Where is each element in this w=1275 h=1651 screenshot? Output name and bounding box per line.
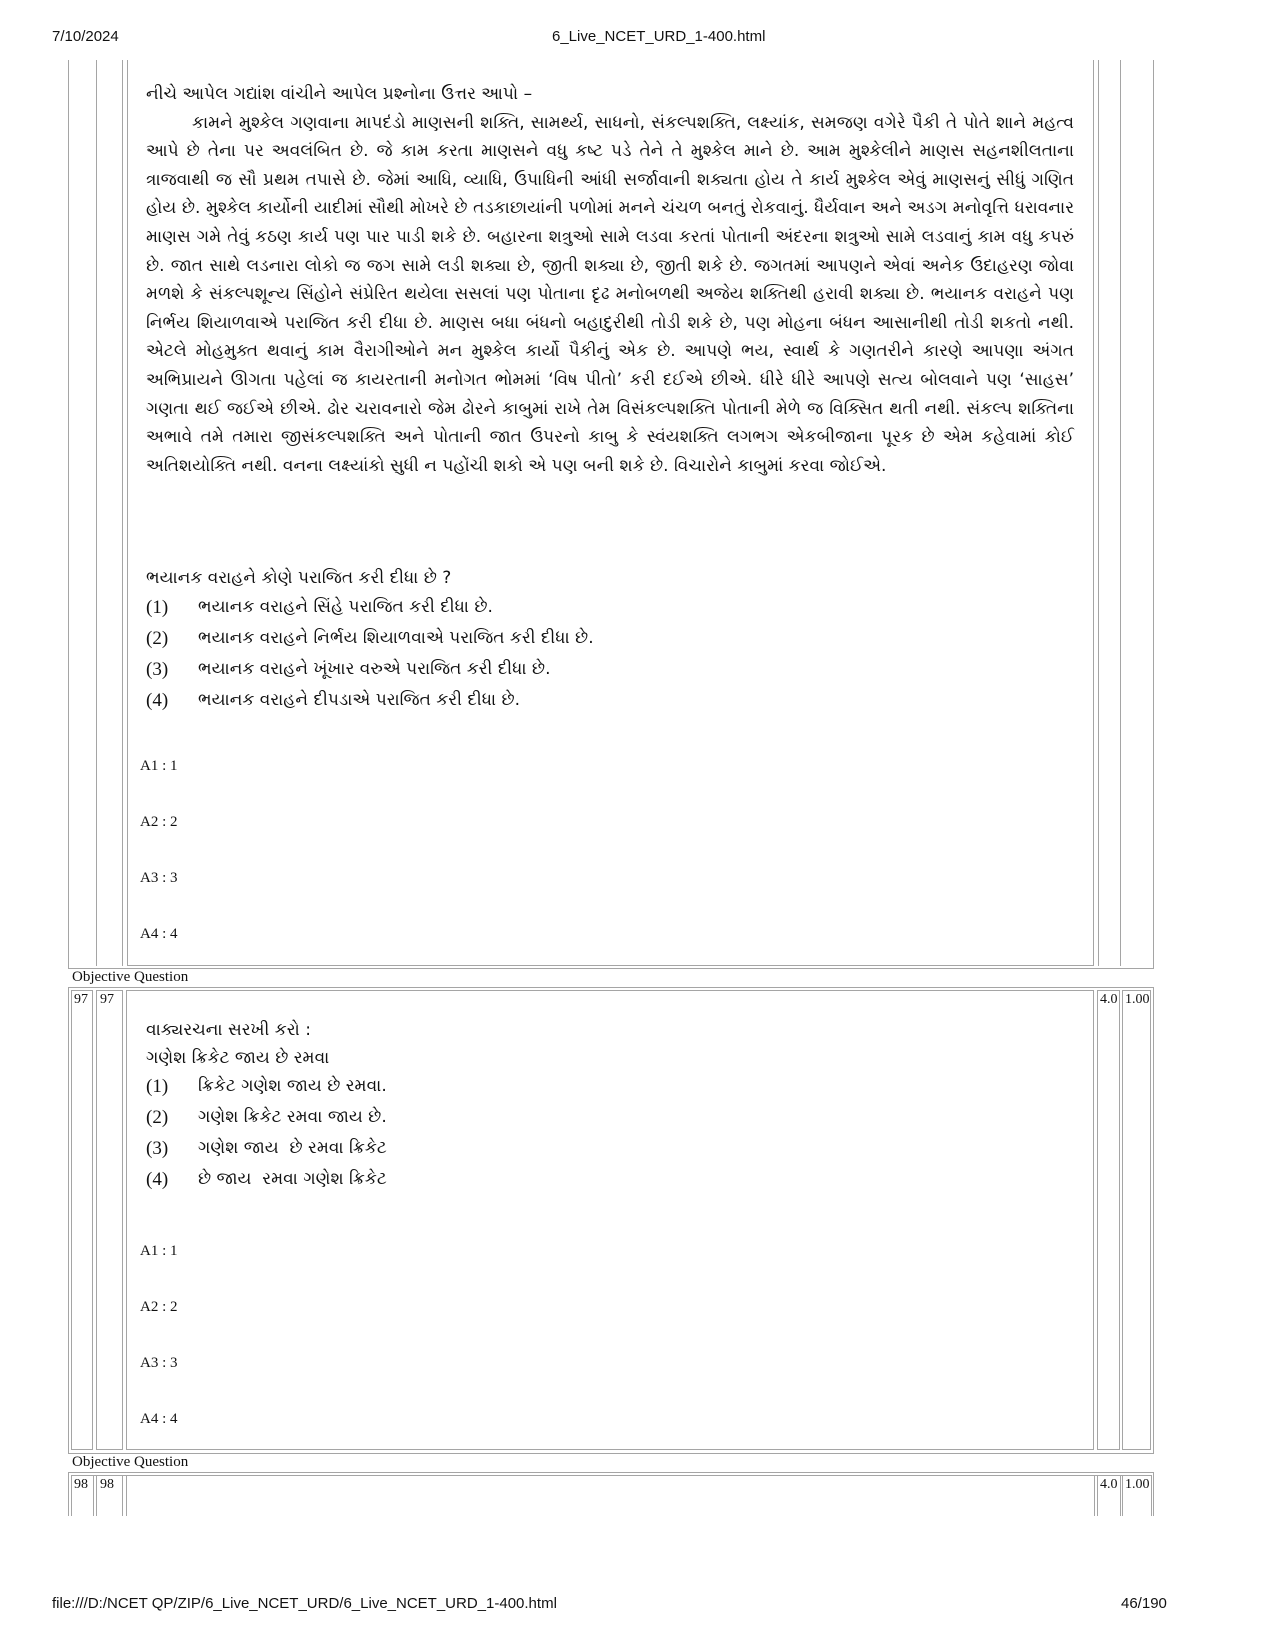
print-title: 6_Live_NCET_URD_1-400.html bbox=[552, 28, 766, 45]
file-path: file:///D:/NCET QP/ZIP/6_Live_NCET_URD/6_Live_NCET_URD_1-400.html bbox=[52, 1595, 557, 1612]
negative-marks: 1.00 bbox=[1125, 1477, 1150, 1492]
question-id: 98 bbox=[100, 1477, 114, 1492]
marks: 4.0 bbox=[1100, 1477, 1118, 1492]
serial-number: 98 bbox=[74, 1477, 88, 1492]
section-label: Objective Question bbox=[72, 969, 189, 985]
negative-marks: 1.00 bbox=[1125, 992, 1150, 1007]
question-text: વાક્યરચના સરખી કરો : bbox=[146, 1020, 311, 1040]
question-text: ભયાનક વરાહને કોણે પરાજિત કરી દીધા છે ? bbox=[146, 568, 452, 588]
answer-3: A3 : 3 bbox=[140, 870, 178, 886]
passage bbox=[146, 80, 1074, 480]
page-number: 46/190 bbox=[1121, 1595, 1167, 1612]
serial-number: 97 bbox=[74, 992, 88, 1007]
answer-2: A2 : 2 bbox=[140, 814, 178, 830]
question-id: 97 bbox=[100, 992, 114, 1007]
question-sentence: ગણેશ ક્રિકેટ જાય છે રમવા bbox=[146, 1048, 330, 1068]
passage-text: કામને મુશ્કેલ ગણવાના માપદંડો માણસની શક્તિ, સામર્થ્ય, સાધનો, સંકલ્પશક્તિ, લક્ષ્યાંક, સમજણ વગેરે પૈકી તે પોતે શાને મહત્વ આપે છે તેના પર અવલંબિત છે. જે કામ કરતા માણસને વધુ કષ્ટ પડે તેને તે મુશ્કેલ માને છે. આમ મુશ્કેલીને માણસ સહનશીલતાના ત્રાજવાથી જ સૌ પ્રથમ તપાસે છે. જેમાં આધિ, વ્યાધિ, ઉપાધિની આંધી સર્જાવાની શક્યતા હોય તે કાર્ય મુશ્કેલ એવું માણસનું સીધું ગણિત હોય છે. મુશ્કેલ કાર્યોની યાદીમાં સૌથી મોખરે છે તડકાછાયાંની પળોમાં મનને ચંચળ બનતું રોકવાનું. ધૈર્યવાન અને અડગ મનોવૃત્તિ ધરાવનાર માણસ ગમે તેવું કઠણ કાર્ય પણ પાર પાડી શકે છે. બહારના શત્રુઓ સામે લડવા કરતાં પોતાની અંદરના શત્રુઓ સામે લડવાનું કામ વધુ કપરું છે. જાત સાથે લડનારા લોકો જ જગ સામે લડી શક્યા છે, જીતી શક્યા છે, જીતી શકે છે. જગતમાં આપણને એવાં અનેક ઉદાહરણ જોવા મળશે કે સંકલ્પશૂન્ય સિંહોને સંપ્રેરિત થયેલા સસલાં પણ પોતાના દૃઢ મનોબળથી અજેય શક્તિથી હરાવી શક્યા છે. ભયાનક વરાહને પણ નિર્ભય શિયાળવાએ પરાજિત કરી દીધા છે. માણસ બધા બંધનો બહાદુરીથી તોડી શકે છે, પણ મોહના બંધન આસાનીથી તોડી શકતો નથી. એટલે મોહમુક્ત થવાનું કામ વૈરાગીઓને મન મુશ્કેલ કાર્યો પૈકીનું એક છે. આપણે ભય, સ્વાર્થ કે ગણતરીને કારણે આપણા અંગત અભિપ્રાયને ઊગતા પહેલાં જ કાયરતાની મનોગત ભોમમાં ‘વિષ પીતો’ કરી દઈએ છીએ. ધીરે ધીરે આપણે સત્ય બોલવાને પણ ‘સાહસ’ ગણતા થઈ જઈએ છીએ. ઢોર ચરાવનારો જેમ ઢોરને કાબુમાં રાખે તેમ વિસંકલ્પશક્તિ પોતાની મેળે જ વિક્સિત થતી નથી. સંકલ્પ શક્તિના અભાવે તમે તમારા જીસંકલ્પશક્તિ અને પોતાની જાત ઉપરનો કાબુ કે સ્વંયશક્તિ લગભગ એકબીજાના પૂરક છે એમ કહેવામાં કોઈ અતિશયોક્તિ નથી. વનના લક્ષ્યાંકો સુધી ન પહોંચી શકો એ પણ બની શકે છે. વિચારોને કાબુમાં કરવા જોઈએ. bbox=[146, 112, 1074, 476]
section-label: Objective Question bbox=[72, 1454, 189, 1470]
answer-3: A3 : 3 bbox=[140, 1355, 178, 1371]
answer-4: A4 : 4 bbox=[140, 1411, 178, 1427]
passage-instruction: નીચે આપેલ ગદ્યાંશ વાંચીને આપેલ પ્રશ્નોના ઉત્તર આપો – bbox=[146, 84, 533, 104]
answer-1: A1 : 1 bbox=[140, 1243, 178, 1259]
answer-1: A1 : 1 bbox=[140, 758, 178, 774]
print-date: 7/10/2024 bbox=[52, 28, 119, 45]
answer-2: A2 : 2 bbox=[140, 1299, 178, 1315]
marks: 4.0 bbox=[1100, 992, 1118, 1007]
answer-4: A4 : 4 bbox=[140, 926, 178, 942]
